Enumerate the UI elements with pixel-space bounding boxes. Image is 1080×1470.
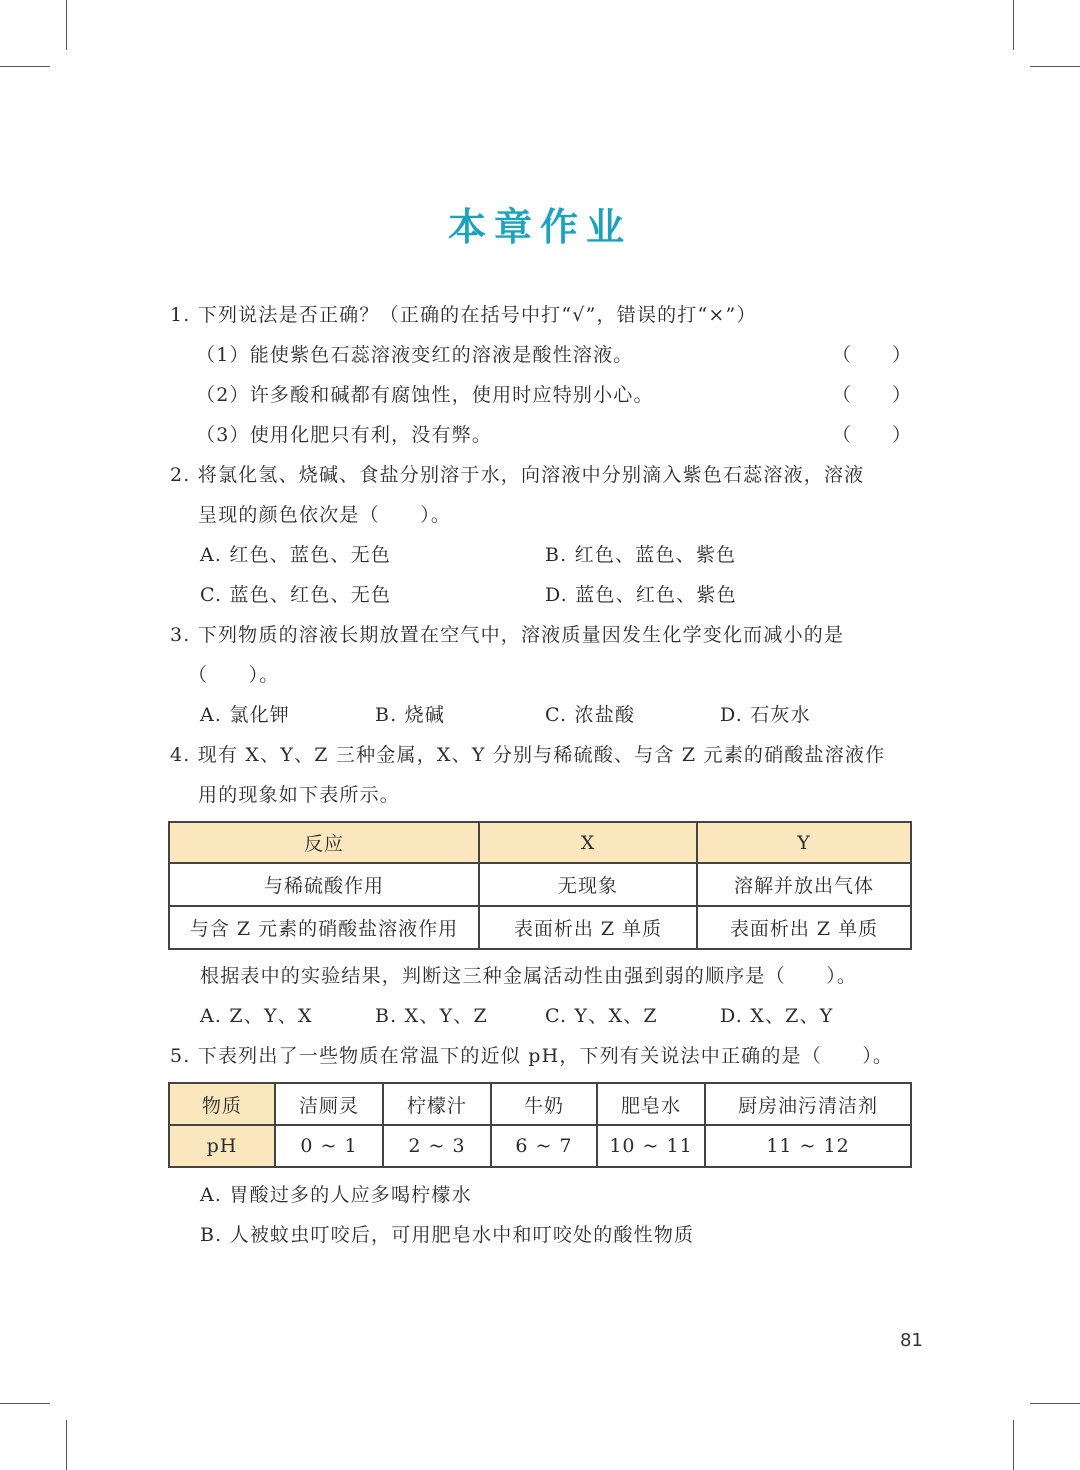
q1-item-3: （3）使用化肥只有利，没有弊。 — [196, 424, 493, 446]
table-cell: 11 ~ 12 — [705, 1125, 911, 1167]
answer-paren-open: （ — [832, 384, 852, 406]
table-cell: 柠檬汁 — [383, 1083, 491, 1125]
q2-stem-line2: 呈现的颜色依次是（ ）。 — [198, 504, 452, 526]
crop-mark — [66, 0, 67, 50]
answer-paren-close: ） — [892, 344, 912, 366]
table-row — [169, 1125, 911, 1167]
table-header-cell: pH — [169, 1125, 275, 1167]
q3-option-c: C. 浓盐酸 — [545, 704, 636, 726]
table-cell: 10 ~ 11 — [597, 1125, 705, 1167]
q4-option-b: B. X、Y、Z — [375, 1005, 488, 1027]
table-row — [169, 1083, 911, 1125]
q5-stem: 5. 下表列出了一些物质在常温下的近似 pH，下列有关说法中正确的是（ ）。 — [170, 1045, 894, 1067]
table-row — [169, 822, 911, 863]
crop-mark — [1030, 1403, 1080, 1404]
crop-mark — [0, 66, 50, 67]
page-title: 本章作业 — [447, 205, 632, 249]
table-cell: 6 ~ 7 — [491, 1125, 597, 1167]
q2-option-d: D. 蓝色、红色、紫色 — [545, 584, 737, 606]
q3-option-b: B. 烧碱 — [375, 704, 446, 726]
q4-stem-line2: 用的现象如下表所示。 — [198, 784, 401, 806]
table-row — [169, 863, 911, 906]
crop-mark — [66, 1420, 67, 1470]
crop-mark — [1030, 66, 1080, 67]
q2-option-c: C. 蓝色、红色、无色 — [200, 584, 392, 606]
page-number: 81 — [900, 1330, 923, 1351]
q3-stem-line2: （ ）。 — [188, 664, 280, 686]
table-row — [169, 906, 911, 949]
table-cell: 表面析出 Z 单质 — [697, 906, 911, 949]
answer-paren-close: ） — [892, 384, 912, 406]
q1-item-2: （2）许多酸和碱都有腐蚀性，使用时应特别小心。 — [196, 384, 654, 406]
q1-item-1: （1）能使紫色石蕊溶液变红的溶液是酸性溶液。 — [196, 344, 634, 366]
table-cell: 表面析出 Z 单质 — [479, 906, 697, 949]
q1-stem: 1. 下列说法是否正确？（正确的在括号中打“√”，错误的打“×”） — [170, 304, 757, 326]
reaction-table — [168, 821, 912, 950]
q2-option-a: A. 红色、蓝色、无色 — [200, 544, 392, 566]
table-cell: 无现象 — [479, 863, 697, 906]
q2-stem-line1: 2. 将氯化氢、烧碱、食盐分别溶于水，向溶液中分别滴入紫色石蕊溶液，溶液 — [170, 464, 865, 486]
table-cell: 2 ~ 3 — [383, 1125, 491, 1167]
table-cell: 厨房油污清洁剂 — [705, 1083, 911, 1125]
table-cell: 牛奶 — [491, 1083, 597, 1125]
crop-mark — [1013, 0, 1014, 50]
table-header-cell: X — [479, 822, 697, 863]
q3-option-a: A. 氯化钾 — [200, 704, 291, 726]
crop-mark — [1013, 1420, 1014, 1470]
q4-option-a: A. Z、Y、X — [200, 1005, 313, 1027]
table-cell: 溶解并放出气体 — [697, 863, 911, 906]
answer-paren-open: （ — [832, 424, 852, 446]
table-cell: 肥皂水 — [597, 1083, 705, 1125]
ph-table — [168, 1082, 912, 1168]
q4-stem-line1: 4. 现有 X、Y、Z 三种金属，X、Y 分别与稀硫酸、与含 Z 元素的硝酸盐溶液作 — [170, 744, 886, 766]
table-cell: 与含 Z 元素的硝酸盐溶液作用 — [169, 906, 479, 949]
table-cell: 洁厕灵 — [275, 1083, 383, 1125]
q4-option-d: D. X、Z、Y — [720, 1005, 834, 1027]
answer-paren-open: （ — [832, 344, 852, 366]
table-header-cell: Y — [697, 822, 911, 863]
q2-option-b: B. 红色、蓝色、紫色 — [545, 544, 737, 566]
q4-follow-up: 根据表中的实验结果，判断这三种金属活动性由强到弱的顺序是（ ）。 — [200, 965, 858, 987]
crop-mark — [0, 1403, 50, 1404]
answer-paren-close: ） — [892, 424, 912, 446]
table-header-cell: 物质 — [169, 1083, 275, 1125]
q5-option-b: B. 人被蚊虫叮咬后，可用肥皂水中和叮咬处的酸性物质 — [200, 1224, 695, 1246]
q4-option-c: C. Y、X、Z — [545, 1005, 658, 1027]
q3-stem-line1: 3. 下列物质的溶液长期放置在空气中，溶液质量因发生化学变化而减小的是 — [170, 624, 845, 646]
q5-option-a: A. 胃酸过多的人应多喝柠檬水 — [200, 1184, 472, 1206]
table-cell: 0 ~ 1 — [275, 1125, 383, 1167]
table-header-cell: 反应 — [169, 822, 479, 863]
table-cell: 与稀硫酸作用 — [169, 863, 479, 906]
q3-option-d: D. 石灰水 — [720, 704, 811, 726]
